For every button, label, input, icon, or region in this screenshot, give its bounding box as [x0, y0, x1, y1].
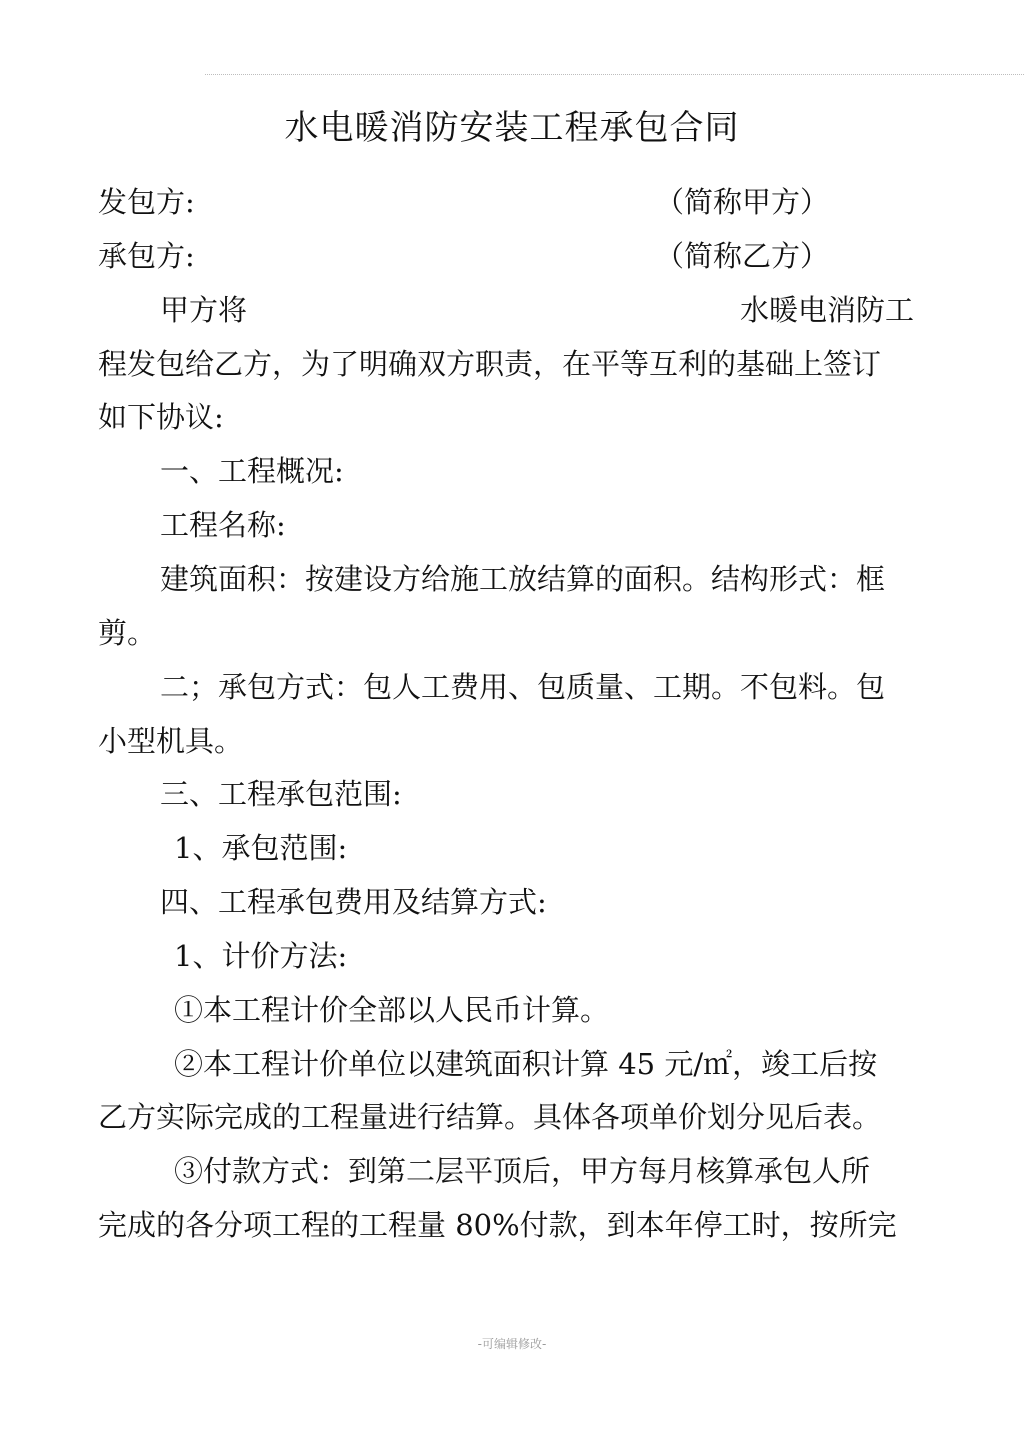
- intro-right: 水暖电消防工: [740, 293, 915, 327]
- section-4-item-1: 1、计价方法:: [174, 939, 348, 973]
- project-name-label: 工程名称:: [160, 508, 286, 542]
- section-3-item-1: 1、承包范围:: [174, 831, 348, 865]
- intro-line-2: 程发包给乙方，为了明确双方职责，在平等互利的基础上签订: [98, 347, 882, 381]
- intro-line-3: 如下协议:: [98, 400, 224, 434]
- header-rule: [205, 74, 1024, 75]
- section-3-heading: 三、工程承包范围:: [160, 777, 402, 811]
- payment-clause-line-2: 完成的各分项工程的工程量 80%付款，到本年停工时，按所完: [98, 1208, 897, 1242]
- pricing-clause-2-line-1: ②本工程计价单位以建筑面积计算 45 元/㎡，竣工后按: [174, 1047, 878, 1081]
- pricing-clause-1: ①本工程计价全部以人民币计算。: [174, 993, 610, 1027]
- document-title: 水电暖消防安装工程承包合同: [284, 108, 740, 148]
- footer-note: -可编辑修改-: [477, 1337, 547, 1351]
- section-4-heading: 四、工程承包费用及结算方式:: [160, 885, 547, 919]
- pricing-clause-2-line-2: 乙方实际完成的工程量进行结算。具体各项单价划分见后表。: [98, 1100, 882, 1134]
- intro-left: 甲方将: [160, 293, 248, 327]
- party-a-label: 发包方:: [98, 185, 195, 219]
- party-b-label: 承包方:: [98, 239, 195, 273]
- section-2-line-2: 小型机具。: [98, 724, 244, 758]
- party-a-note: （简称甲方）: [655, 185, 830, 219]
- section-2-line-1: 二；承包方式：包人工费用、包质量、工期。不包料。包: [160, 670, 886, 704]
- building-area-line-2: 剪。: [98, 616, 157, 650]
- section-1-heading: 一、工程概况:: [160, 454, 344, 488]
- building-area-line-1: 建筑面积：按建设方给施工放结算的面积。结构形式：框: [160, 562, 886, 596]
- payment-clause-line-1: ③付款方式：到第二层平顶后，甲方每月核算承包人所: [174, 1154, 871, 1188]
- party-b-note: （简称乙方）: [655, 239, 830, 273]
